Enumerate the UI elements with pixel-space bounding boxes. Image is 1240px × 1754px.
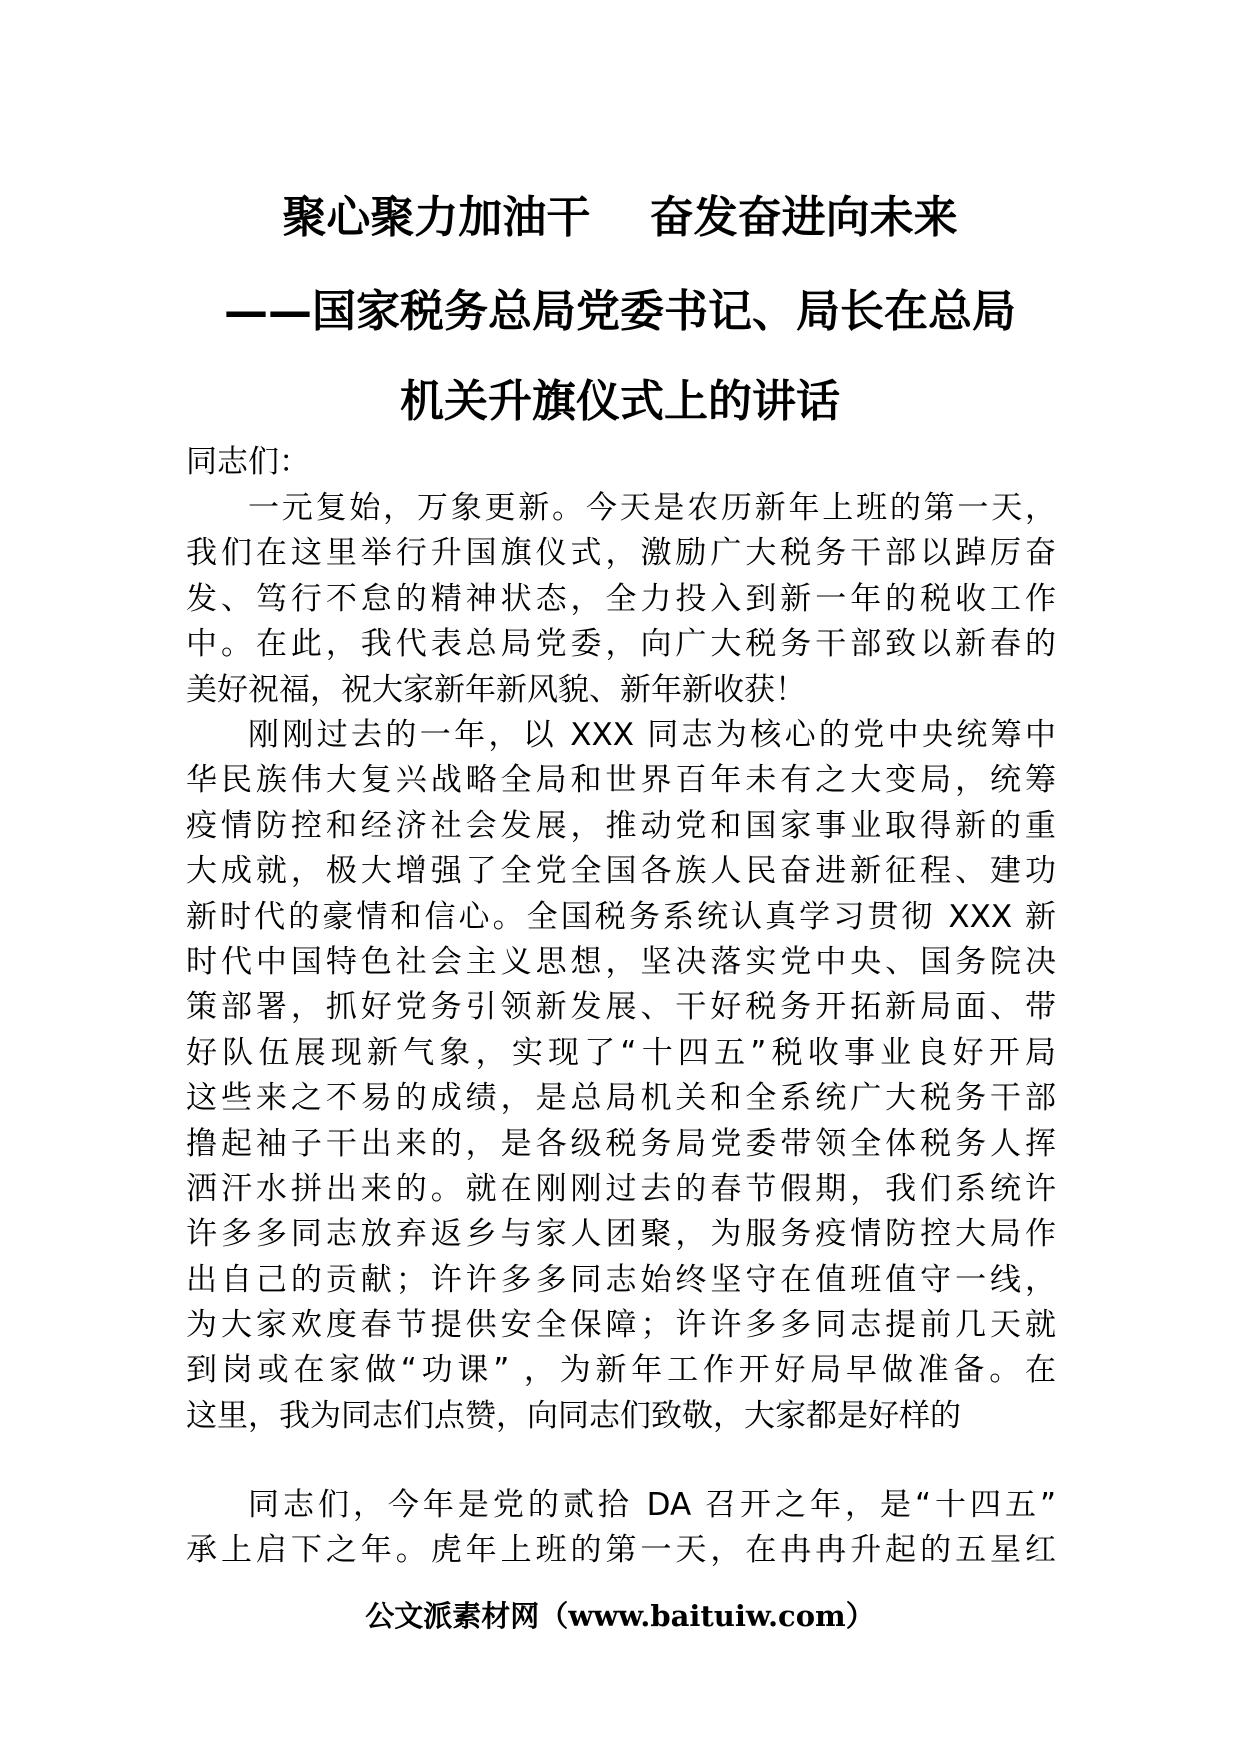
paragraph-line: 这些来之不易的成绩，是总局机关和全系统广大税务干部 bbox=[186, 1080, 1056, 1117]
paragraph-line: 一元复始，万象更新。今天是农历新年上班的第一天， bbox=[248, 490, 1056, 526]
paragraph-line: 新时代的豪情和信心。全国税务系统认真学习贯彻 XXX 新 bbox=[186, 898, 1056, 935]
paragraph-line: 华民族伟大复兴战略全局和世界百年未有之大变局，统筹 bbox=[186, 762, 1056, 799]
paragraph-line: 大成就，极大增强了全党全国各族人民奋进新征程、建功 bbox=[186, 853, 1056, 890]
paragraph-line: 到岗或在家做“功课” ，为新年工作开好局早做准备。在 bbox=[186, 1352, 1056, 1389]
paragraph-3 bbox=[186, 1483, 1056, 1574]
paragraph-line: 我们在这里举行升国旗仪式，激励广大税务干部以踔厉奋 bbox=[186, 535, 1056, 572]
paragraph-line: 同志们，今年是党的贰拾 DA 召开之年，是“十四五” bbox=[248, 1487, 1056, 1523]
paragraph-line: 承上启下之年。虎年上班的第一天，在冉冉升起的五星红 bbox=[186, 1532, 1056, 1569]
document-title-line-2: ——国家税务总局党委书记、局长在总局 bbox=[224, 286, 1016, 337]
paragraph-line: 刚刚过去的一年，以 XXX 同志为核心的党中央统筹中 bbox=[248, 717, 1056, 753]
paragraph-line: 撸起袖子干出来的，是各级税务局党委带领全体税务人挥 bbox=[186, 1125, 1056, 1162]
paragraph-line: 发、笃行不怠的精神状态，全力投入到新一年的税收工作 bbox=[186, 580, 1056, 617]
paragraph-line: 出自己的贡献；许许多多同志始终坚守在值班值守一线， bbox=[186, 1261, 1056, 1298]
paragraph-line: 策部署，抓好党务引领新发展、干好税务开拓新局面、带 bbox=[186, 989, 1056, 1026]
paragraph-line: 美好祝福，祝大家新年新风貌、新年新收获！ bbox=[186, 671, 806, 708]
document-title-line-3: 机关升旗仪式上的讲话 bbox=[400, 376, 840, 427]
footer-watermark: 公文派素材网（www.baituiw.com） bbox=[365, 1599, 875, 1633]
paragraph-line: 中。在此，我代表总局党委，向广大税务干部致以新春的 bbox=[186, 626, 1056, 663]
document-title-line-1: 聚心聚力加油干 奋发奋进向未来 bbox=[282, 192, 958, 243]
paragraph-line: 疫情防控和经济社会发展，推动党和国家事业取得新的重 bbox=[186, 807, 1056, 844]
paragraph-line: 时代中国特色社会主义思想，坚决落实党中央、国务院决 bbox=[186, 943, 1056, 980]
paragraph-line: 许多多同志放弃返乡与家人团聚，为服务疫情防控大局作 bbox=[186, 1216, 1056, 1253]
paragraph-line: 好队伍展现新气象，实现了“十四五”税收事业良好开局 bbox=[186, 1034, 1056, 1071]
paragraph-line: 洒汗水拼出来的。就在刚刚过去的春节假期，我们系统许 bbox=[186, 1170, 1056, 1207]
salutation: 同志们： bbox=[186, 444, 310, 480]
paragraph-line: 为大家欢度春节提供安全保障；许许多多同志提前几天就 bbox=[186, 1307, 1056, 1344]
paragraph-1 bbox=[186, 486, 1056, 713]
paragraph-2 bbox=[186, 713, 1056, 1439]
paragraph-line: 这里，我为同志们点赞，向同志们致敬，大家都是好样的 bbox=[186, 1397, 961, 1434]
